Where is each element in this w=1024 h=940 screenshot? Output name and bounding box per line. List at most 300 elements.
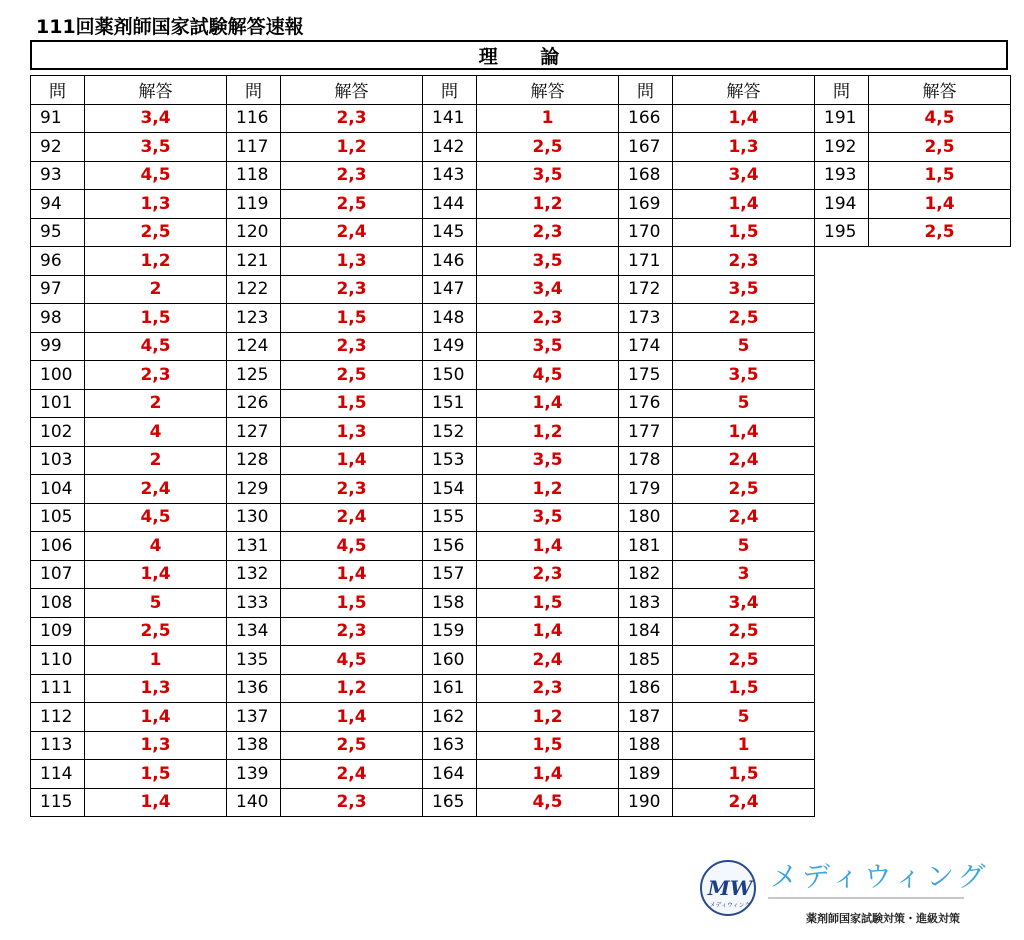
question-number: 122 <box>227 275 281 304</box>
answer-value: 3,5 <box>477 332 619 361</box>
table-row <box>31 703 227 732</box>
table-row <box>227 674 423 703</box>
header-row <box>815 76 1011 105</box>
question-number: 128 <box>227 446 281 475</box>
table-row <box>227 646 423 675</box>
question-number: 152 <box>423 418 477 447</box>
table-row <box>423 247 619 276</box>
question-number: 188 <box>619 731 673 760</box>
logo-divider <box>768 897 964 899</box>
question-number: 151 <box>423 389 477 418</box>
table-row <box>227 161 423 190</box>
question-number: 118 <box>227 161 281 190</box>
table-row <box>619 247 815 276</box>
answer-value: 4,5 <box>281 646 423 675</box>
question-number: 144 <box>423 190 477 219</box>
answer-value: 2 <box>85 275 227 304</box>
answer-value: 1,5 <box>281 304 423 333</box>
question-number: 193 <box>815 161 869 190</box>
question-number: 102 <box>31 418 85 447</box>
question-number: 109 <box>31 617 85 646</box>
question-number: 119 <box>227 190 281 219</box>
table-row <box>619 589 815 618</box>
question-number: 182 <box>619 560 673 589</box>
answer-value: 2 <box>85 446 227 475</box>
answer-value: 2,5 <box>869 218 1011 247</box>
question-number: 134 <box>227 617 281 646</box>
header-row <box>423 76 619 105</box>
table-row <box>619 617 815 646</box>
question-number: 183 <box>619 589 673 618</box>
question-number: 140 <box>227 788 281 817</box>
answer-value: 3,4 <box>85 104 227 133</box>
question-number: 156 <box>423 532 477 561</box>
question-number: 98 <box>31 304 85 333</box>
header-row <box>619 76 815 105</box>
answer-value: 1,3 <box>281 247 423 276</box>
table-row <box>31 133 227 162</box>
answer-value: 2,5 <box>673 475 815 504</box>
table-row <box>31 446 227 475</box>
answer-header: 解答 <box>869 76 1011 105</box>
answer-value: 1,5 <box>869 161 1011 190</box>
answer-value: 4,5 <box>85 503 227 532</box>
question-number: 139 <box>227 760 281 789</box>
question-number: 166 <box>619 104 673 133</box>
table-row <box>31 361 227 390</box>
answer-value: 1,2 <box>477 703 619 732</box>
answer-value: 1,4 <box>869 190 1011 219</box>
answer-header: 解答 <box>281 76 423 105</box>
table-row <box>423 275 619 304</box>
answer-value: 2,3 <box>281 788 423 817</box>
question-number: 179 <box>619 475 673 504</box>
answer-value: 1,5 <box>673 674 815 703</box>
answer-value: 1,4 <box>281 560 423 589</box>
answer-value: 3,5 <box>477 503 619 532</box>
table-row <box>423 703 619 732</box>
answer-value: 2,4 <box>281 760 423 789</box>
answer-value: 1,4 <box>673 104 815 133</box>
answer-value: 2,5 <box>477 133 619 162</box>
question-number: 163 <box>423 731 477 760</box>
answer-value: 1,4 <box>673 418 815 447</box>
question-number: 106 <box>31 532 85 561</box>
page-title: 111回薬剤師国家試験解答速報 <box>36 16 304 38</box>
answer-value: 1,4 <box>477 760 619 789</box>
question-number: 160 <box>423 646 477 675</box>
question-number: 101 <box>31 389 85 418</box>
table-row <box>31 332 227 361</box>
table-row <box>619 731 815 760</box>
question-number: 141 <box>423 104 477 133</box>
table-row <box>31 589 227 618</box>
answer-value: 2,3 <box>477 560 619 589</box>
question-number: 112 <box>31 703 85 732</box>
question-number: 100 <box>31 361 85 390</box>
question-number: 92 <box>31 133 85 162</box>
logo-badge-icon <box>700 860 756 916</box>
answer-value: 1,3 <box>281 418 423 447</box>
question-number: 91 <box>31 104 85 133</box>
table-row <box>227 532 423 561</box>
question-number: 184 <box>619 617 673 646</box>
question-number: 121 <box>227 247 281 276</box>
answer-value: 5 <box>673 703 815 732</box>
question-number: 176 <box>619 389 673 418</box>
answer-value: 2,3 <box>477 674 619 703</box>
answer-header: 解答 <box>477 76 619 105</box>
question-number: 127 <box>227 418 281 447</box>
question-number: 178 <box>619 446 673 475</box>
question-number: 175 <box>619 361 673 390</box>
answer-value: 2,4 <box>673 446 815 475</box>
logo-mark-sub: メディウィング <box>709 902 751 909</box>
question-number: 108 <box>31 589 85 618</box>
question-number: 185 <box>619 646 673 675</box>
table-row <box>619 133 815 162</box>
answer-value: 2,5 <box>85 617 227 646</box>
question-number: 159 <box>423 617 477 646</box>
answer-value: 1,5 <box>477 589 619 618</box>
table-row <box>227 617 423 646</box>
answer-value: 2,3 <box>477 304 619 333</box>
answer-value: 1,2 <box>477 475 619 504</box>
table-row <box>31 646 227 675</box>
question-number: 124 <box>227 332 281 361</box>
question-number: 181 <box>619 532 673 561</box>
question-number: 97 <box>31 275 85 304</box>
question-number: 99 <box>31 332 85 361</box>
table-row <box>423 389 619 418</box>
answer-value: 5 <box>673 332 815 361</box>
question-number: 148 <box>423 304 477 333</box>
table-row <box>227 361 423 390</box>
question-number: 117 <box>227 133 281 162</box>
question-number: 153 <box>423 446 477 475</box>
question-number: 96 <box>31 247 85 276</box>
question-number: 192 <box>815 133 869 162</box>
table-row <box>619 788 815 817</box>
answer-value: 1,5 <box>673 218 815 247</box>
table-row <box>423 532 619 561</box>
table-row <box>31 218 227 247</box>
question-number: 145 <box>423 218 477 247</box>
answer-value: 1,2 <box>85 247 227 276</box>
table-row <box>619 446 815 475</box>
table-row <box>31 560 227 589</box>
answer-header: 解答 <box>673 76 815 105</box>
table-row <box>815 133 1011 162</box>
question-number: 132 <box>227 560 281 589</box>
table-row <box>423 760 619 789</box>
answer-value: 3,5 <box>477 446 619 475</box>
answer-value: 1,3 <box>85 674 227 703</box>
question-number: 180 <box>619 503 673 532</box>
company-logo <box>700 855 1000 930</box>
table-row <box>227 332 423 361</box>
question-number: 130 <box>227 503 281 532</box>
question-number: 116 <box>227 104 281 133</box>
answer-value: 2,5 <box>869 133 1011 162</box>
question-number: 93 <box>31 161 85 190</box>
answer-value: 1,3 <box>85 190 227 219</box>
table-row <box>423 104 619 133</box>
question-number: 107 <box>31 560 85 589</box>
table-row <box>423 560 619 589</box>
table-row <box>31 617 227 646</box>
answer-value: 1 <box>85 646 227 675</box>
table-row <box>423 503 619 532</box>
table-row <box>423 361 619 390</box>
question-header: 問 <box>619 76 673 105</box>
question-header: 問 <box>227 76 281 105</box>
logo-mark: MW <box>707 876 753 900</box>
answer-value: 1 <box>673 731 815 760</box>
table-row <box>815 161 1011 190</box>
table-row <box>619 760 815 789</box>
question-number: 136 <box>227 674 281 703</box>
answer-value: 2,3 <box>281 617 423 646</box>
answer-value: 1,3 <box>85 731 227 760</box>
table-row <box>31 731 227 760</box>
question-number: 174 <box>619 332 673 361</box>
answer-value: 2,3 <box>477 218 619 247</box>
table-row <box>31 674 227 703</box>
table-row <box>619 674 815 703</box>
answer-value: 1,3 <box>673 133 815 162</box>
table-row <box>31 104 227 133</box>
question-number: 115 <box>31 788 85 817</box>
table-row <box>31 275 227 304</box>
table-row <box>227 589 423 618</box>
question-number: 114 <box>31 760 85 789</box>
answer-value: 2,5 <box>281 731 423 760</box>
answer-value: 1,4 <box>281 446 423 475</box>
question-number: 191 <box>815 104 869 133</box>
answer-value: 2,5 <box>673 646 815 675</box>
question-number: 162 <box>423 703 477 732</box>
table-row <box>423 332 619 361</box>
table-row <box>619 275 815 304</box>
answer-value: 1,5 <box>85 304 227 333</box>
table-row <box>423 788 619 817</box>
table-row <box>423 446 619 475</box>
question-number: 155 <box>423 503 477 532</box>
question-number: 165 <box>423 788 477 817</box>
answer-value: 3,4 <box>673 161 815 190</box>
answer-value: 5 <box>85 589 227 618</box>
question-number: 131 <box>227 532 281 561</box>
question-number: 168 <box>619 161 673 190</box>
answer-value: 2,4 <box>673 503 815 532</box>
question-number: 111 <box>31 674 85 703</box>
answer-value: 3,5 <box>673 275 815 304</box>
question-number: 157 <box>423 560 477 589</box>
answer-table-column <box>618 75 815 817</box>
table-row <box>619 161 815 190</box>
answer-value: 1,4 <box>85 703 227 732</box>
table-row <box>227 703 423 732</box>
table-row <box>423 418 619 447</box>
answer-value: 1 <box>477 104 619 133</box>
answer-value: 1,2 <box>477 418 619 447</box>
table-row <box>227 104 423 133</box>
table-row <box>227 788 423 817</box>
question-number: 143 <box>423 161 477 190</box>
answer-value: 1,2 <box>477 190 619 219</box>
table-row <box>423 589 619 618</box>
question-number: 133 <box>227 589 281 618</box>
table-row <box>227 133 423 162</box>
answer-value: 1,5 <box>281 389 423 418</box>
table-row <box>619 418 815 447</box>
table-row <box>423 304 619 333</box>
table-row <box>619 475 815 504</box>
answer-table-column <box>814 75 1011 247</box>
table-row <box>227 418 423 447</box>
question-number: 135 <box>227 646 281 675</box>
table-row <box>31 304 227 333</box>
table-row <box>31 760 227 789</box>
answer-value: 2,3 <box>281 475 423 504</box>
answer-value: 2,4 <box>673 788 815 817</box>
table-row <box>619 532 815 561</box>
table-row <box>227 560 423 589</box>
section-header: 理 論 <box>30 40 1008 70</box>
question-number: 169 <box>619 190 673 219</box>
table-row <box>227 760 423 789</box>
table-row <box>815 190 1011 219</box>
answer-value: 1,5 <box>673 760 815 789</box>
table-row <box>31 190 227 219</box>
answer-value: 2,4 <box>477 646 619 675</box>
question-number: 147 <box>423 275 477 304</box>
question-number: 194 <box>815 190 869 219</box>
answer-value: 1,4 <box>85 560 227 589</box>
answer-value: 1,4 <box>281 703 423 732</box>
table-row <box>619 104 815 133</box>
answer-value: 1,4 <box>477 532 619 561</box>
answer-value: 2,5 <box>85 218 227 247</box>
answer-value: 1,4 <box>477 617 619 646</box>
table-row <box>619 503 815 532</box>
answer-value: 2,3 <box>85 361 227 390</box>
question-header: 問 <box>815 76 869 105</box>
table-row <box>31 161 227 190</box>
question-number: 190 <box>619 788 673 817</box>
question-number: 105 <box>31 503 85 532</box>
header-row <box>31 76 227 105</box>
answer-value: 3,5 <box>673 361 815 390</box>
answer-value: 3,4 <box>673 589 815 618</box>
table-row <box>423 190 619 219</box>
answer-value: 4,5 <box>85 332 227 361</box>
question-number: 173 <box>619 304 673 333</box>
question-number: 164 <box>423 760 477 789</box>
answer-value: 2,3 <box>281 161 423 190</box>
question-number: 172 <box>619 275 673 304</box>
table-row <box>227 731 423 760</box>
table-row <box>227 218 423 247</box>
table-row <box>227 304 423 333</box>
table-row <box>31 418 227 447</box>
answer-header: 解答 <box>85 76 227 105</box>
question-number: 150 <box>423 361 477 390</box>
answer-value: 2,4 <box>85 475 227 504</box>
question-header: 問 <box>31 76 85 105</box>
answer-value: 4,5 <box>477 361 619 390</box>
table-row <box>31 503 227 532</box>
answer-value: 1,2 <box>281 674 423 703</box>
table-row <box>619 304 815 333</box>
table-row <box>423 218 619 247</box>
answer-value: 1,5 <box>85 760 227 789</box>
answer-value: 2,4 <box>281 503 423 532</box>
question-number: 171 <box>619 247 673 276</box>
table-row <box>619 646 815 675</box>
table-row <box>227 503 423 532</box>
question-header: 問 <box>423 76 477 105</box>
answer-value: 3,5 <box>477 161 619 190</box>
answer-value: 1,4 <box>85 788 227 817</box>
table-row <box>619 190 815 219</box>
answer-value: 3 <box>673 560 815 589</box>
table-row <box>227 475 423 504</box>
table-row <box>815 218 1011 247</box>
answer-table-column <box>30 75 227 817</box>
answer-value: 1,5 <box>477 731 619 760</box>
question-number: 110 <box>31 646 85 675</box>
table-row <box>227 389 423 418</box>
table-row <box>815 104 1011 133</box>
question-number: 142 <box>423 133 477 162</box>
answer-table-column <box>226 75 423 817</box>
table-row <box>31 788 227 817</box>
table-row <box>423 475 619 504</box>
table-row <box>423 133 619 162</box>
table-row <box>423 674 619 703</box>
table-row <box>619 703 815 732</box>
table-row <box>619 218 815 247</box>
answer-value: 2,4 <box>281 218 423 247</box>
answer-value: 1,2 <box>281 133 423 162</box>
answer-value: 4,5 <box>281 532 423 561</box>
question-number: 123 <box>227 304 281 333</box>
answer-value: 4,5 <box>85 161 227 190</box>
answer-value: 4 <box>85 418 227 447</box>
answer-value: 2,5 <box>281 361 423 390</box>
answer-value: 4,5 <box>869 104 1011 133</box>
answer-value: 4,5 <box>477 788 619 817</box>
question-number: 170 <box>619 218 673 247</box>
question-number: 126 <box>227 389 281 418</box>
question-number: 138 <box>227 731 281 760</box>
answer-value: 1,4 <box>673 190 815 219</box>
table-row <box>31 247 227 276</box>
answer-value: 3,4 <box>477 275 619 304</box>
answer-value: 2,3 <box>281 104 423 133</box>
answer-value: 2,3 <box>281 275 423 304</box>
question-number: 125 <box>227 361 281 390</box>
question-number: 149 <box>423 332 477 361</box>
question-number: 137 <box>227 703 281 732</box>
table-row <box>227 247 423 276</box>
table-row <box>227 190 423 219</box>
table-row <box>31 475 227 504</box>
answer-value: 3,5 <box>477 247 619 276</box>
table-row <box>423 161 619 190</box>
